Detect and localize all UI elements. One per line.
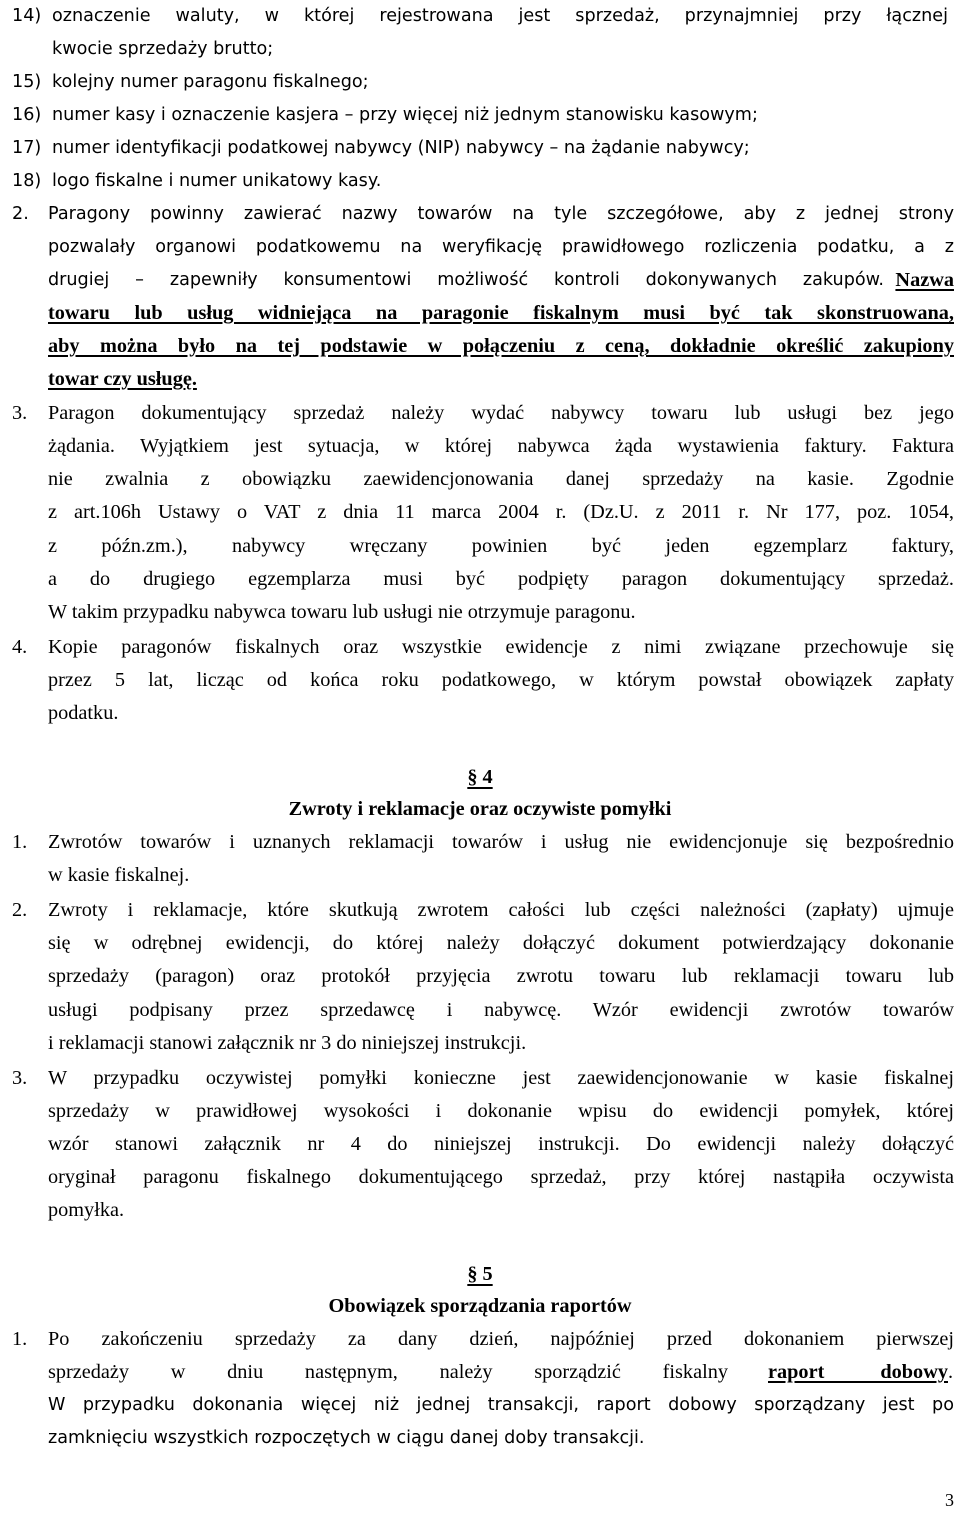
paragraph-line bbox=[0, 1062, 960, 1095]
paragraph-text: Zwroty i reklamacje, które skutkują zwrotem całości lub części należności (zapłaty) ujmuje bbox=[48, 899, 954, 921]
paragraph-text: sprzedaży w prawidłowej wysokości i dokonanie wpisu do ewidencji pomyłek, której bbox=[48, 1100, 954, 1122]
paragraph-line bbox=[0, 330, 960, 363]
paragraph-line bbox=[0, 264, 960, 297]
list-item bbox=[0, 99, 960, 132]
point-number: 1. bbox=[12, 831, 28, 853]
paragraph-text: sprzedaży (paragon) oraz protokół przyjęcia zwrotu towaru lub reklamacji towaru lub bbox=[48, 965, 954, 987]
paragraph-line bbox=[0, 994, 960, 1027]
paragraph-line bbox=[0, 1389, 960, 1422]
paragraph-line bbox=[0, 631, 960, 664]
list-item bbox=[0, 165, 960, 198]
paragraph-line bbox=[0, 496, 960, 529]
paragraph-text: . bbox=[948, 1361, 954, 1383]
paragraph-text: W przypadku oczywistej pomyłki konieczne jest zaewidencjonowanie w kasie fiskalnej bbox=[48, 1067, 954, 1089]
paragraph-text: się w odrębnej ewidencji, do której należy dołączyć dokument potwierdzający dokonanie bbox=[48, 932, 954, 954]
bold-underlined-term: raport dobowy bbox=[768, 1361, 948, 1383]
paragraph-line bbox=[0, 596, 960, 629]
bold-underlined-text: towaru lub usług widniejąca na paragonie fiskalnym musi być tak skonstruowana, bbox=[48, 302, 954, 324]
list-text: numer kasy i oznaczenie kasjera – przy więcej niż jednym stanowisku kasowym; bbox=[52, 105, 758, 125]
paragraph-line bbox=[0, 826, 960, 859]
list-number: 16) bbox=[12, 105, 42, 125]
point-number: 1. bbox=[12, 1328, 28, 1350]
paragraph-line bbox=[0, 397, 960, 430]
paragraph-text: drugiej – zapewniły konsumentowi możliwość kontroli dokonywanych zakupów. bbox=[48, 270, 884, 290]
paragraph-line bbox=[0, 1128, 960, 1161]
point-number: 2. bbox=[12, 899, 28, 921]
paragraph-line bbox=[0, 927, 960, 960]
paragraph-line bbox=[0, 697, 960, 730]
paragraph-text: z późn.zm.), nabywcy wręczany powinien być jeden egzemplarz faktury, bbox=[48, 535, 954, 557]
list-number: 15) bbox=[12, 72, 42, 92]
section-title: Obowiązek sporządzania raportów bbox=[328, 1295, 632, 1317]
list-text: numer identyfikacji podatkowej nabywcy (NIP) nabywcy – na żądanie nabywcy; bbox=[52, 138, 750, 158]
paragraph-text: pozwalały organowi podatkowemu na weryfikację prawidłowego rozliczenia podatku, a z bbox=[48, 237, 954, 257]
section-number: § 5 bbox=[467, 1263, 493, 1285]
paragraph-text: z art.106h Ustawy o VAT z dnia 11 marca 2004 r. (Dz.U. z 2011 r. Nr 177, poz. 1054, bbox=[48, 501, 954, 523]
section-title: Zwroty i reklamacje oraz oczywiste pomyłki bbox=[288, 798, 672, 820]
list-item bbox=[0, 66, 960, 99]
list-item bbox=[0, 33, 960, 66]
paragraph-text: pomyłka. bbox=[48, 1199, 125, 1221]
section-paragraph-sign bbox=[0, 761, 960, 794]
paragraph-text: wzór stanowi załącznik nr 4 do niniejszej instrukcji. Do ewidencji należy dołączyć bbox=[48, 1133, 954, 1155]
paragraph-line bbox=[0, 198, 960, 231]
section-number: § 4 bbox=[467, 766, 493, 788]
paragraph-text: W takim przypadku nabywca towaru lub usługi nie otrzymuje paragonu. bbox=[48, 601, 636, 623]
paragraph-line bbox=[0, 1194, 960, 1227]
list-text: kolejny numer paragonu fiskalnego; bbox=[52, 72, 369, 92]
paragraph-line bbox=[0, 1095, 960, 1128]
paragraph-line bbox=[0, 463, 960, 496]
list-number: 17) bbox=[12, 138, 42, 158]
paragraph-line bbox=[0, 1027, 960, 1060]
paragraph-text: Zwrotów towarów i uznanych reklamacji towarów i usług nie ewidencjonuje się bezpośrednio bbox=[48, 831, 954, 853]
paragraph-text: Kopie paragonów fiskalnych oraz wszystkie ewidencje z nimi związane przechowuje się bbox=[48, 636, 954, 658]
point-number: 4. bbox=[12, 636, 28, 658]
list-number: 18) bbox=[12, 171, 42, 191]
section-paragraph-sign bbox=[0, 1258, 960, 1291]
paragraph-line bbox=[0, 231, 960, 264]
paragraph-line bbox=[0, 1422, 960, 1455]
bold-underlined-text: aby można było na tej podstawie w połączeniu z ceną, dokładnie określić zakupiony bbox=[48, 335, 954, 357]
paragraph-text: nie zwalnia z obowiązku zaewidencjonowania danej sprzedaży na kasie. Zgodnie bbox=[48, 468, 954, 490]
paragraph-text: W przypadku dokonania więcej niż jednej transakcji, raport dobowy sporządzany jest po bbox=[48, 1395, 954, 1415]
list-item bbox=[0, 132, 960, 165]
paragraph-text: w kasie fiskalnej. bbox=[48, 864, 190, 886]
paragraph-line bbox=[0, 894, 960, 927]
paragraph-text: Po zakończeniu sprzedaży za dany dzień, najpóźniej przed dokonaniem pierwszej bbox=[48, 1328, 954, 1350]
paragraph-text: żądania. Wyjątkiem jest sytuacja, w której nabywca żąda wystawienia faktury. Faktura bbox=[48, 435, 954, 457]
paragraph-line bbox=[0, 1161, 960, 1194]
bold-underlined-text: towar czy usługę. bbox=[48, 368, 197, 390]
point-number: 3. bbox=[12, 402, 28, 424]
paragraph-text: Paragony powinny zawierać nazwy towarów na tyle szczegółowe, aby z jednej strony bbox=[48, 204, 954, 224]
paragraph-text: a do drugiego egzemplarza musi być podpięty paragon dokumentujący sprzedaż. bbox=[48, 568, 954, 590]
paragraph-text: przez 5 lat, licząc od końca roku podatkowego, w którym powstał obowiązek zapłaty bbox=[48, 669, 954, 691]
paragraph-text: oryginał paragonu fiskalnego dokumentującego sprzedaż, przy której nastąpiła oczywista bbox=[48, 1166, 954, 1188]
paragraph-line bbox=[0, 859, 960, 892]
list-number: 14) bbox=[12, 6, 42, 26]
paragraph-line bbox=[0, 960, 960, 993]
page-number: 3 bbox=[945, 1490, 954, 1510]
paragraph-text: Paragon dokumentujący sprzedaż należy wydać nabywcy towaru lub usługi bez jego bbox=[48, 402, 954, 424]
paragraph-text: podatku. bbox=[48, 702, 119, 724]
paragraph-line bbox=[0, 664, 960, 697]
paragraph-text: usługi podpisany przez sprzedawcę i nabywcę. Wzór ewidencji zwrotów towarów bbox=[48, 999, 954, 1021]
paragraph-line bbox=[0, 297, 960, 330]
paragraph-text: i reklamacji stanowi załącznik nr 3 do niniejszej instrukcji. bbox=[48, 1032, 527, 1054]
paragraph-line bbox=[0, 1323, 960, 1356]
paragraph-line bbox=[0, 530, 960, 563]
paragraph-line bbox=[0, 1356, 960, 1389]
list-text: kwocie sprzedaży brutto; bbox=[52, 39, 274, 59]
bold-underlined-text: Nazwa bbox=[895, 269, 954, 291]
paragraph-line bbox=[0, 430, 960, 463]
list-text: logo fiskalne i numer unikatowy kasy. bbox=[52, 171, 382, 191]
list-item bbox=[0, 0, 960, 33]
point-number: 3. bbox=[12, 1067, 28, 1089]
paragraph-line bbox=[0, 563, 960, 596]
paragraph-text: zamknięciu wszystkich rozpoczętych w ciągu danej doby transakcji. bbox=[48, 1428, 645, 1448]
list-text: oznaczenie waluty, w której rejestrowana jest sprzedaż, przynajmniej przy łącznej bbox=[52, 6, 948, 26]
paragraph-line bbox=[0, 363, 960, 396]
point-number: 2. bbox=[12, 204, 29, 224]
paragraph-text: sprzedaży w dniu następnym, należy sporządzić fiskalny bbox=[48, 1361, 728, 1383]
